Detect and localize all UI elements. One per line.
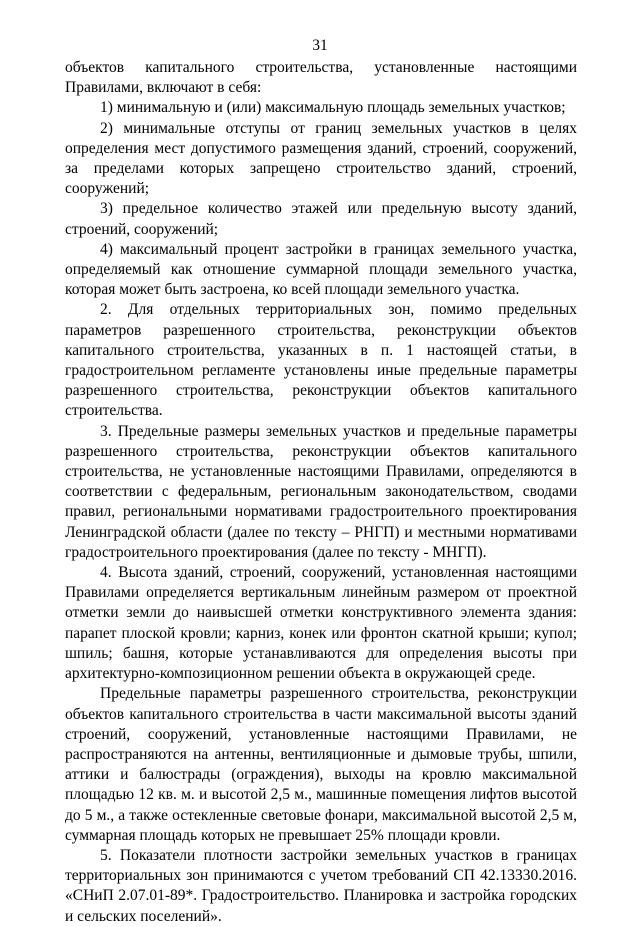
paragraph-item-4: 4) максимальный процент застройки в границах земельного участка, определяемый как отношение суммарной площади земельного участка, которая может быть застроена, ко всей площади земельного участка. — [65, 240, 577, 299]
paragraph-section-5: 5. Показатели плотности застройки земельных участков в границах территориальных зон принимаются с учетом требований СП 42.13330.2016. «СНиП 2.07.01-89*. Градостроительство. Планировка и застройка городских и сельских поселений». — [65, 846, 577, 925]
paragraph-section-4: 4. Высота зданий, строений, сооружений, установленная настоящими Правилами определяется вертикальным линейным размером от проектной отметки земли до наивысшей отметки конструктивного элемента здания: парапет плоской кровли; карниз, конек или фронтон скатной крыши; купол; шпиль; башня, которые устанавливаются для определения высоты при архитектурно-композиционном решении объекта в окружающей среде. — [65, 564, 577, 683]
document-body — [65, 58, 577, 927]
page-number: 31 — [312, 37, 328, 54]
paragraph-section-2: 2. Для отдельных территориальных зон, помимо предельных параметров разрешенного строительства, реконструкции объектов капитального строительства, указанных в п. 1 настоящей статьи, в градостроительном регламенте установлены иные предельные параметры разрешенного строительства, реконструкции объектов капитального строительства. — [65, 301, 577, 420]
paragraph-item-3: 3) предельное количество этажей или предельную высоту зданий, строений, сооружений; — [65, 200, 577, 238]
paragraph-height-exceptions: Предельные параметры разрешенного строительства, реконструкции объектов капитального строительства в части максимальной высоты зданий строений, сооружений, установленные настоящими Правилами, не распространяются на антенны, вентиляционные и дымовые трубы, шпили, аттики и балюстрады (ограждения), выходы на кровлю максимальной площадью 12 кв. м. и высотой 2,5 м., машинные помещения лифтов высотой до 5 м., а также остекленные световые фонари, максимальной высотой 2,5 м, суммарная площадь которых не превышает 25% площади кровли. — [65, 685, 577, 844]
paragraph-intro: объектов капитального строительства, установленные настоящими Правилами, включают в себя: — [65, 59, 577, 97]
paragraph-item-1: 1) минимальную и (или) максимальную площадь земельных участков; — [100, 99, 566, 117]
paragraph-item-2: 2) минимальные отступы от границ земельных участков в целях определения мест допустимого размещения зданий, строений, сооружений, за пределами которых запрещено строительство зданий, строений, сооружений; — [65, 119, 577, 198]
paragraph-section-3: 3. Предельные размеры земельных участков и предельные параметры разрешенного строительства, реконструкции объектов капитального строительства, не установленные настоящими Правилами, определяются в соответствии с федеральным, региональным законодательством, сводами правил, региональными нормативами градостроительного проектирования Ленинградской области (далее по тексту – РНГП) и местными нормативами градостроительного проектирования (далее по тексту - МНГП). — [65, 422, 577, 561]
